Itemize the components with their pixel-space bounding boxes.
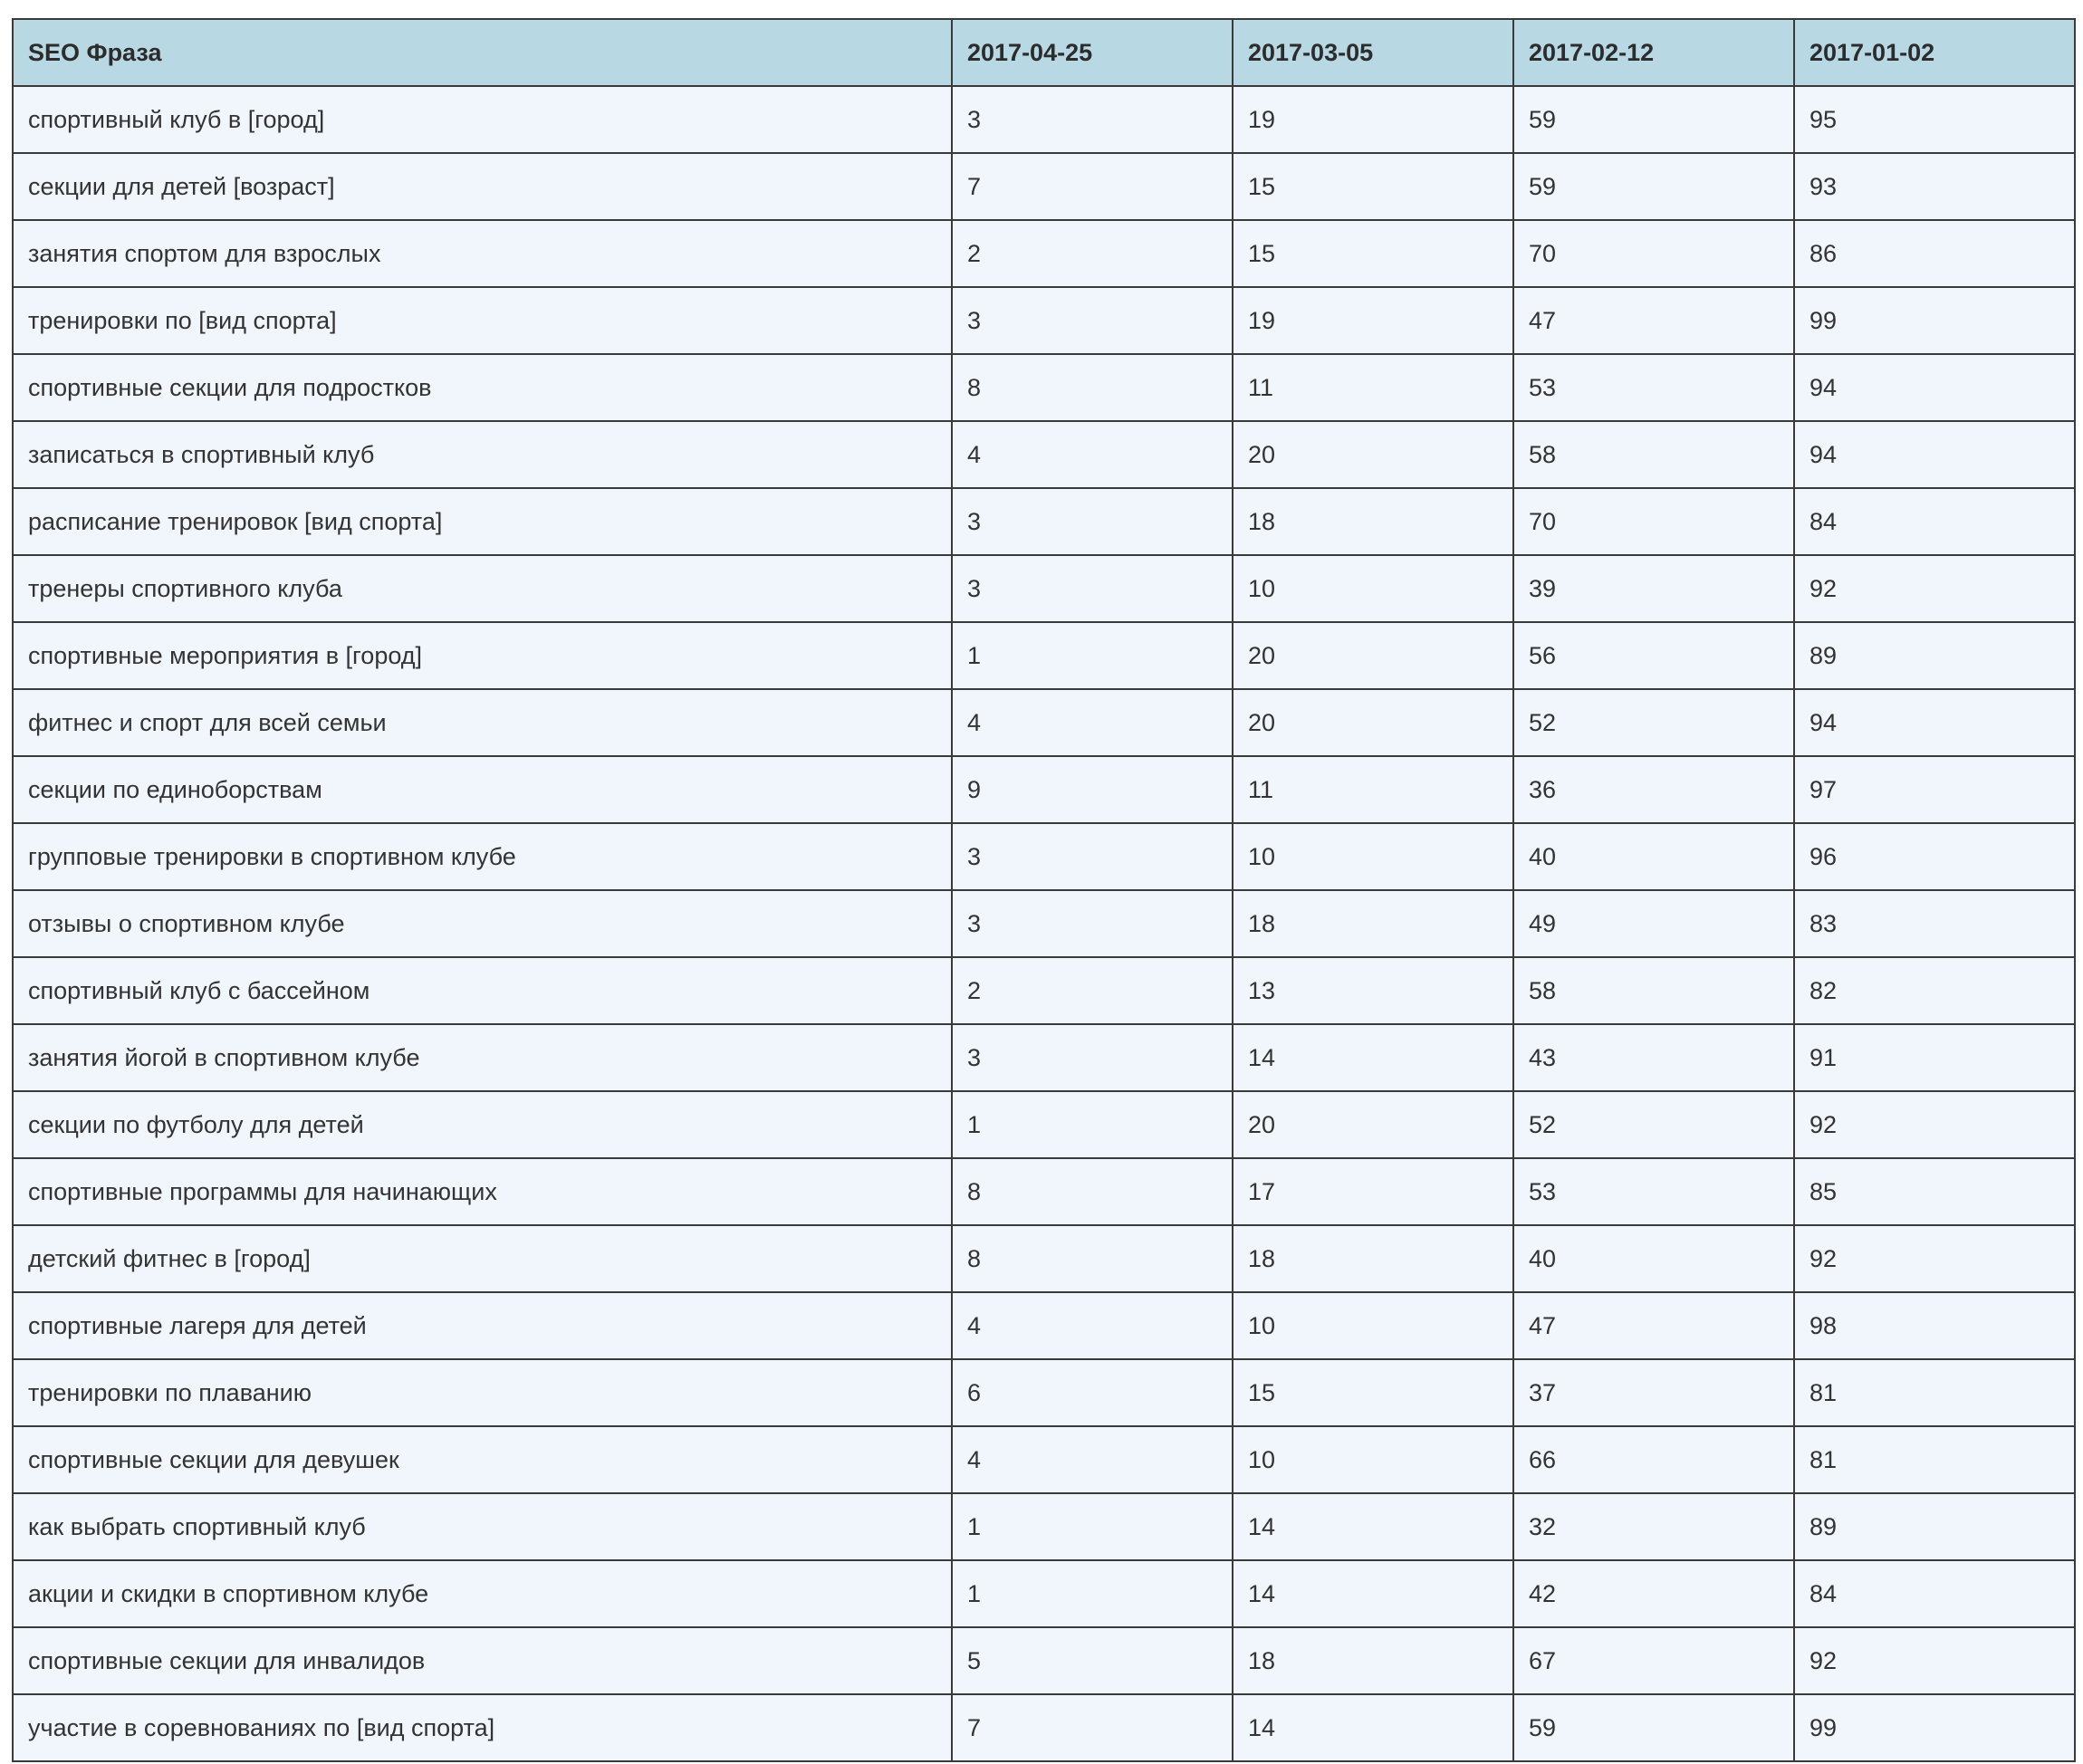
cell-date-1: 3 — [952, 488, 1233, 555]
cell-seo-phrase: записаться в спортивный клуб — [13, 421, 952, 488]
cell-seo-phrase: спортивный клуб с бассейном — [13, 957, 952, 1024]
cell-date-1: 8 — [952, 354, 1233, 421]
cell-date-4: 92 — [1794, 1091, 2075, 1158]
table-row — [13, 421, 2075, 488]
cell-date-3: 70 — [1513, 488, 1794, 555]
table-row — [13, 488, 2075, 555]
cell-date-2: 18 — [1233, 488, 1513, 555]
table-row — [13, 1024, 2075, 1091]
cell-seo-phrase: спортивные секции для подростков — [13, 354, 952, 421]
cell-date-2: 10 — [1233, 1292, 1513, 1359]
table-row — [13, 1292, 2075, 1359]
table-row — [13, 86, 2075, 153]
cell-date-3: 66 — [1513, 1426, 1794, 1493]
cell-date-1: 8 — [952, 1158, 1233, 1225]
cell-date-4: 98 — [1794, 1292, 2075, 1359]
table-row — [13, 1225, 2075, 1292]
cell-date-3: 43 — [1513, 1024, 1794, 1091]
cell-date-4: 84 — [1794, 488, 2075, 555]
cell-date-3: 40 — [1513, 823, 1794, 890]
cell-date-3: 47 — [1513, 287, 1794, 354]
cell-date-3: 59 — [1513, 153, 1794, 220]
cell-seo-phrase: расписание тренировок [вид спорта] — [13, 488, 952, 555]
cell-date-4: 94 — [1794, 689, 2075, 756]
cell-date-4: 82 — [1794, 957, 2075, 1024]
cell-date-4: 94 — [1794, 354, 2075, 421]
cell-date-2: 15 — [1233, 153, 1513, 220]
cell-date-4: 91 — [1794, 1024, 2075, 1091]
cell-date-1: 5 — [952, 1627, 1233, 1694]
cell-date-4: 99 — [1794, 1694, 2075, 1761]
cell-date-1: 7 — [952, 153, 1233, 220]
table-row — [13, 689, 2075, 756]
cell-date-2: 20 — [1233, 689, 1513, 756]
cell-date-2: 13 — [1233, 957, 1513, 1024]
cell-date-4: 86 — [1794, 220, 2075, 287]
column-header-date-4: 2017-01-02 — [1794, 19, 2075, 86]
cell-seo-phrase: секции для детей [возраст] — [13, 153, 952, 220]
cell-date-3: 70 — [1513, 220, 1794, 287]
table-row — [13, 220, 2075, 287]
cell-date-4: 93 — [1794, 153, 2075, 220]
cell-date-1: 4 — [952, 1292, 1233, 1359]
cell-date-1: 7 — [952, 1694, 1233, 1761]
cell-date-4: 92 — [1794, 555, 2075, 622]
cell-date-2: 15 — [1233, 1359, 1513, 1426]
cell-date-1: 1 — [952, 1091, 1233, 1158]
cell-date-2: 11 — [1233, 756, 1513, 823]
table-row — [13, 555, 2075, 622]
cell-date-1: 4 — [952, 1426, 1233, 1493]
cell-date-2: 20 — [1233, 1091, 1513, 1158]
cell-seo-phrase: спортивные лагеря для детей — [13, 1292, 952, 1359]
cell-date-3: 32 — [1513, 1493, 1794, 1560]
cell-seo-phrase: секции по единоборствам — [13, 756, 952, 823]
table-row — [13, 354, 2075, 421]
cell-date-2: 18 — [1233, 890, 1513, 957]
cell-date-1: 1 — [952, 1560, 1233, 1627]
cell-date-4: 92 — [1794, 1627, 2075, 1694]
table-row — [13, 1560, 2075, 1627]
cell-date-3: 53 — [1513, 354, 1794, 421]
cell-seo-phrase: тренировки по [вид спорта] — [13, 287, 952, 354]
cell-date-1: 6 — [952, 1359, 1233, 1426]
cell-date-4: 89 — [1794, 622, 2075, 689]
cell-seo-phrase: тренировки по плаванию — [13, 1359, 952, 1426]
cell-date-4: 96 — [1794, 823, 2075, 890]
column-header-date-1: 2017-04-25 — [952, 19, 1233, 86]
cell-date-4: 89 — [1794, 1493, 2075, 1560]
cell-date-2: 20 — [1233, 622, 1513, 689]
cell-seo-phrase: как выбрать спортивный клуб — [13, 1493, 952, 1560]
table-row — [13, 1091, 2075, 1158]
cell-date-2: 14 — [1233, 1493, 1513, 1560]
column-header-date-2: 2017-03-05 — [1233, 19, 1513, 86]
cell-seo-phrase: тренеры спортивного клуба — [13, 555, 952, 622]
cell-date-1: 1 — [952, 1493, 1233, 1560]
cell-date-3: 67 — [1513, 1627, 1794, 1694]
cell-date-1: 3 — [952, 823, 1233, 890]
cell-date-4: 99 — [1794, 287, 2075, 354]
cell-seo-phrase: занятия спортом для взрослых — [13, 220, 952, 287]
table-body — [13, 86, 2075, 1761]
table-row — [13, 622, 2075, 689]
cell-date-1: 1 — [952, 622, 1233, 689]
cell-seo-phrase: спортивные программы для начинающих — [13, 1158, 952, 1225]
cell-seo-phrase: акции и скидки в спортивном клубе — [13, 1560, 952, 1627]
table-row — [13, 1694, 2075, 1761]
cell-date-2: 14 — [1233, 1694, 1513, 1761]
cell-date-3: 42 — [1513, 1560, 1794, 1627]
table-header — [13, 19, 2075, 86]
cell-date-1: 3 — [952, 287, 1233, 354]
cell-seo-phrase: занятия йогой в спортивном клубе — [13, 1024, 952, 1091]
cell-date-4: 97 — [1794, 756, 2075, 823]
cell-date-3: 40 — [1513, 1225, 1794, 1292]
table-row — [13, 756, 2075, 823]
table-row — [13, 957, 2075, 1024]
cell-date-3: 39 — [1513, 555, 1794, 622]
column-header-date-3: 2017-02-12 — [1513, 19, 1794, 86]
cell-date-1: 4 — [952, 421, 1233, 488]
table-row — [13, 1627, 2075, 1694]
cell-date-4: 84 — [1794, 1560, 2075, 1627]
cell-date-4: 94 — [1794, 421, 2075, 488]
cell-date-1: 3 — [952, 890, 1233, 957]
cell-seo-phrase: участие в соревнованиях по [вид спорта] — [13, 1694, 952, 1761]
column-header-phrase: SEO Фраза — [13, 19, 952, 86]
cell-date-2: 10 — [1233, 1426, 1513, 1493]
cell-date-2: 20 — [1233, 421, 1513, 488]
cell-seo-phrase: групповые тренировки в спортивном клубе — [13, 823, 952, 890]
cell-date-1: 3 — [952, 1024, 1233, 1091]
table-row — [13, 823, 2075, 890]
cell-date-4: 81 — [1794, 1359, 2075, 1426]
cell-date-4: 83 — [1794, 890, 2075, 957]
cell-date-2: 19 — [1233, 287, 1513, 354]
cell-seo-phrase: фитнес и спорт для всей семьи — [13, 689, 952, 756]
cell-date-2: 18 — [1233, 1225, 1513, 1292]
table-row — [13, 890, 2075, 957]
seo-rankings-table-container — [12, 18, 2074, 1762]
cell-date-2: 14 — [1233, 1024, 1513, 1091]
cell-date-3: 49 — [1513, 890, 1794, 957]
cell-date-3: 36 — [1513, 756, 1794, 823]
cell-date-4: 92 — [1794, 1225, 2075, 1292]
header-row — [13, 19, 2075, 86]
cell-date-2: 14 — [1233, 1560, 1513, 1627]
cell-seo-phrase: детский фитнес в [город] — [13, 1225, 952, 1292]
table-row — [13, 1426, 2075, 1493]
cell-seo-phrase: секции по футболу для детей — [13, 1091, 952, 1158]
cell-date-3: 58 — [1513, 957, 1794, 1024]
cell-seo-phrase: отзывы о спортивном клубе — [13, 890, 952, 957]
cell-date-4: 85 — [1794, 1158, 2075, 1225]
cell-date-3: 59 — [1513, 1694, 1794, 1761]
cell-date-2: 18 — [1233, 1627, 1513, 1694]
table-row — [13, 1158, 2075, 1225]
cell-date-3: 47 — [1513, 1292, 1794, 1359]
cell-date-1: 3 — [952, 86, 1233, 153]
cell-date-3: 53 — [1513, 1158, 1794, 1225]
cell-date-1: 3 — [952, 555, 1233, 622]
cell-date-1: 9 — [952, 756, 1233, 823]
cell-date-3: 59 — [1513, 86, 1794, 153]
table-row — [13, 153, 2075, 220]
cell-date-2: 10 — [1233, 555, 1513, 622]
cell-seo-phrase: спортивные секции для девушек — [13, 1426, 952, 1493]
cell-date-3: 52 — [1513, 1091, 1794, 1158]
cell-date-2: 17 — [1233, 1158, 1513, 1225]
cell-date-1: 2 — [952, 957, 1233, 1024]
table-row — [13, 1359, 2075, 1426]
cell-date-3: 56 — [1513, 622, 1794, 689]
cell-date-3: 37 — [1513, 1359, 1794, 1426]
cell-date-1: 4 — [952, 689, 1233, 756]
cell-date-2: 10 — [1233, 823, 1513, 890]
cell-date-3: 52 — [1513, 689, 1794, 756]
table-row — [13, 287, 2075, 354]
table-row — [13, 1493, 2075, 1560]
cell-date-1: 8 — [952, 1225, 1233, 1292]
cell-date-3: 58 — [1513, 421, 1794, 488]
cell-date-4: 95 — [1794, 86, 2075, 153]
cell-date-2: 15 — [1233, 220, 1513, 287]
cell-seo-phrase: спортивные мероприятия в [город] — [13, 622, 952, 689]
cell-seo-phrase: спортивные секции для инвалидов — [13, 1627, 952, 1694]
seo-rankings-table — [12, 18, 2076, 1762]
cell-seo-phrase: спортивный клуб в [город] — [13, 86, 952, 153]
cell-date-2: 19 — [1233, 86, 1513, 153]
cell-date-1: 2 — [952, 220, 1233, 287]
cell-date-2: 11 — [1233, 354, 1513, 421]
cell-date-4: 81 — [1794, 1426, 2075, 1493]
